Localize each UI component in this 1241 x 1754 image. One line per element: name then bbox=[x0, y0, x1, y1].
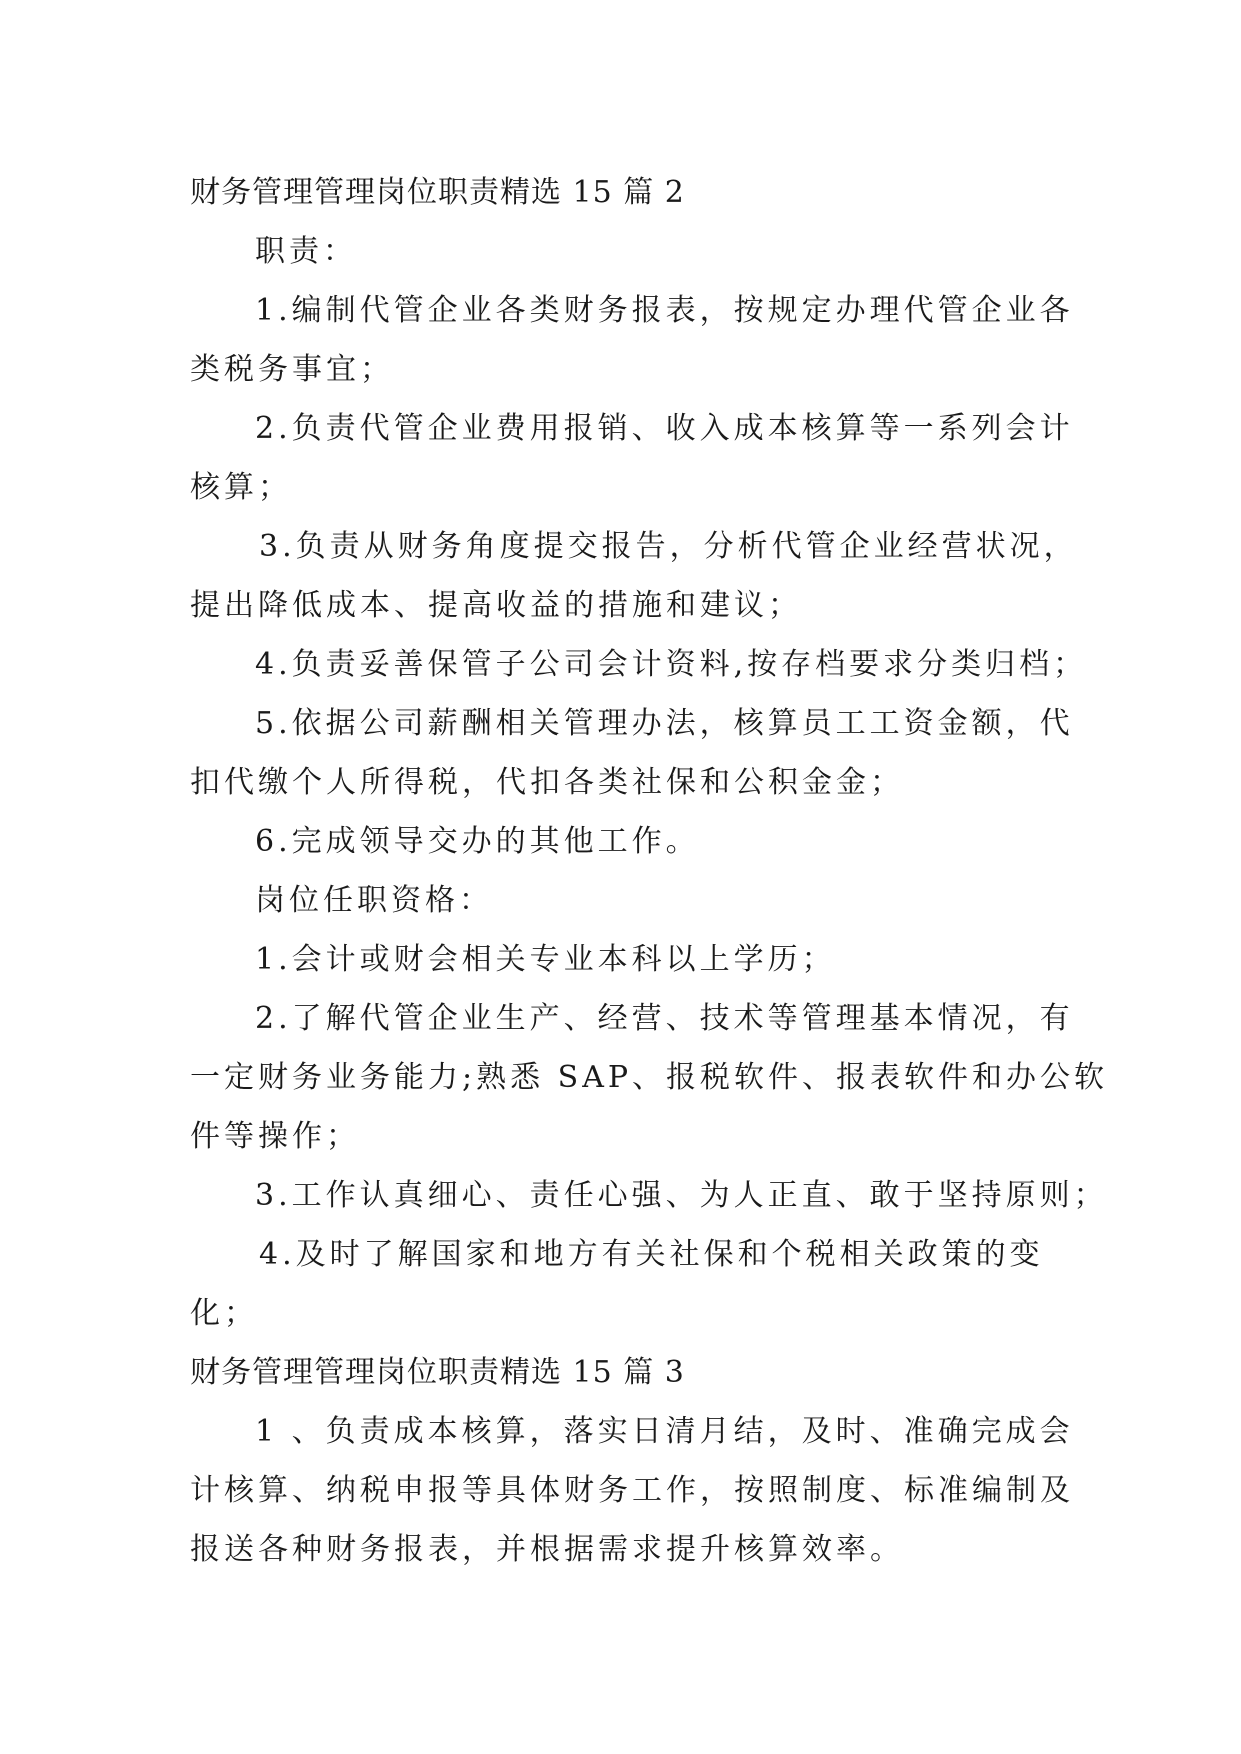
paragraph-line: 职责： bbox=[255, 234, 357, 269]
paragraph-line: 1.会计或财会相关专业本科以上学历； bbox=[255, 942, 836, 977]
paragraph-line: 6.完成领导交办的其他工作。 bbox=[255, 824, 700, 859]
section-heading: 财务管理管理岗位职责精选 15 篇 2 bbox=[190, 175, 685, 210]
paragraph-line: 1.编制代管企业各类财务报表，按规定办理代管企业各 bbox=[255, 293, 1074, 328]
paragraph-line: 2.负责代管企业费用报销、收入成本核算等一系列会计 bbox=[255, 411, 1074, 446]
paragraph-line: 一定财务业务能力;熟悉 SAP、报税软件、报表软件和办公软 bbox=[190, 1060, 1109, 1095]
paragraph-line: 类税务事宜； bbox=[190, 352, 394, 387]
paragraph-line: 5.依据公司薪酬相关管理办法，核算员工工资金额，代 bbox=[255, 706, 1074, 741]
paragraph-line: 报送各种财务报表，并根据需求提升核算效率。 bbox=[190, 1532, 904, 1567]
document-page bbox=[190, 163, 1109, 1579]
paragraph-line: 提出降低成本、提高收益的措施和建议； bbox=[190, 588, 802, 623]
paragraph-line: 2.了解代管企业生产、经营、技术等管理基本情况，有 bbox=[255, 1001, 1074, 1036]
paragraph-line: 3.负责从财务角度提交报告，分析代管企业经营状况， bbox=[259, 529, 1078, 564]
subsection-heading: 岗位任职资格： bbox=[255, 883, 493, 918]
paragraph-line: 化； bbox=[190, 1296, 258, 1331]
paragraph-line: 4.负责妥善保管子公司会计资料,按存档要求分类归档； bbox=[255, 647, 1088, 682]
paragraph-line: 计核算、纳税申报等具体财务工作，按照制度、标准编制及 bbox=[190, 1473, 1074, 1508]
paragraph-line: 3.工作认真细心、责任心强、为人正直、敢于坚持原则； bbox=[255, 1178, 1108, 1213]
paragraph-line: 1 、负责成本核算，落实日清月结，及时、准确完成会 bbox=[255, 1414, 1074, 1449]
paragraph-line: 件等操作； bbox=[190, 1119, 360, 1154]
section-heading: 财务管理管理岗位职责精选 15 篇 3 bbox=[190, 1355, 685, 1390]
paragraph-line: 4.及时了解国家和地方有关社保和个税相关政策的变 bbox=[259, 1237, 1044, 1272]
paragraph-line: 核算； bbox=[190, 470, 292, 505]
paragraph-line: 扣代缴个人所得税，代扣各类社保和公积金金； bbox=[190, 765, 904, 800]
